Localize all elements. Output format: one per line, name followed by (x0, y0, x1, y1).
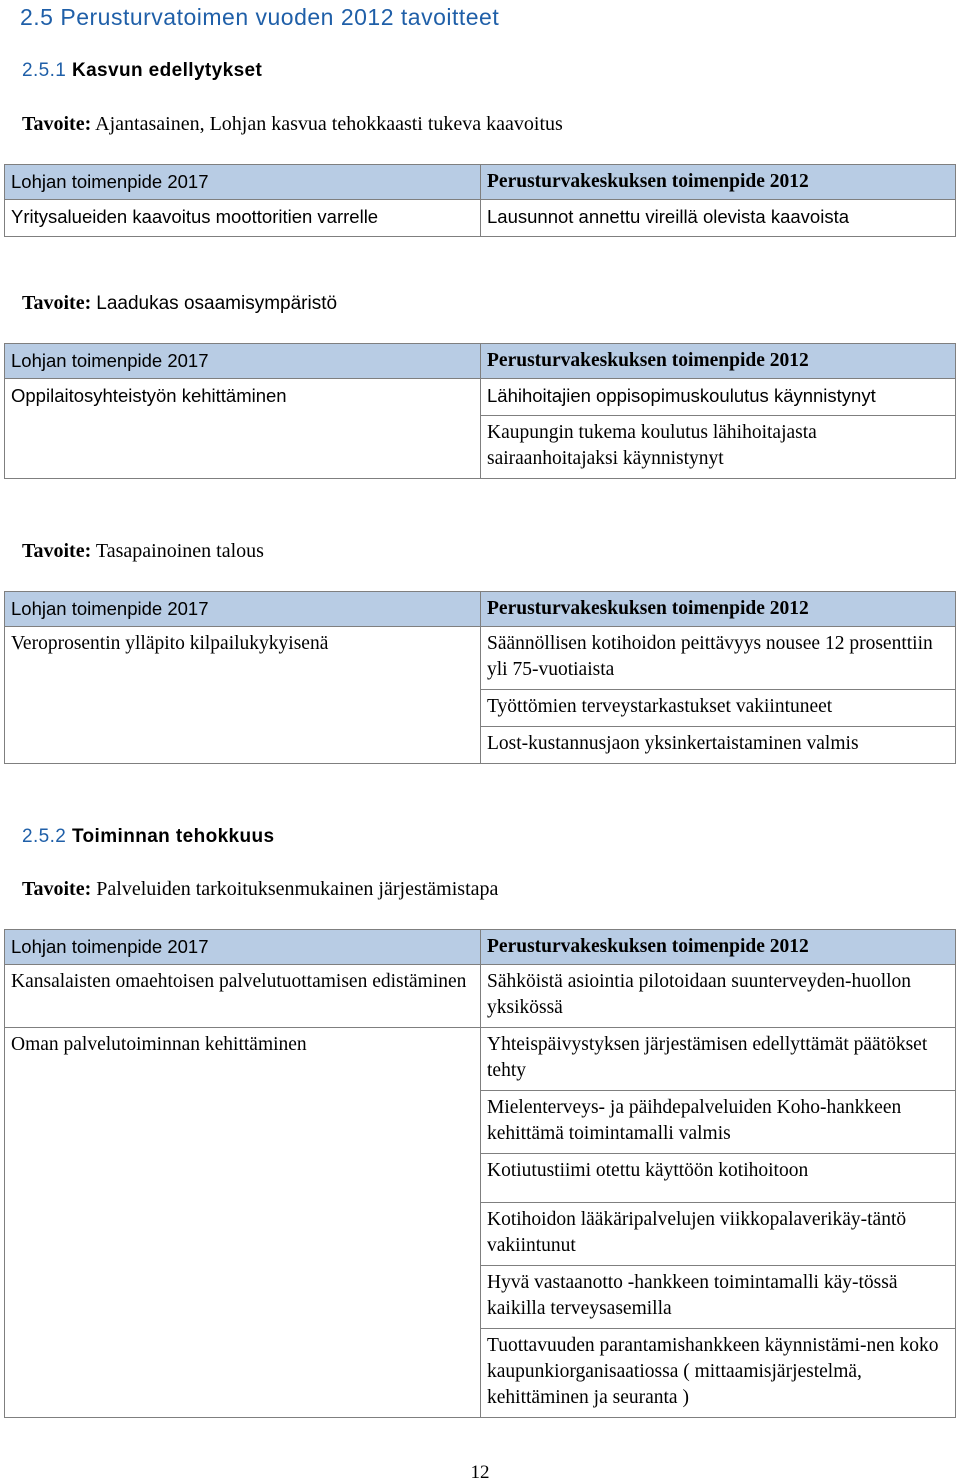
col-header-left: Lohjan toimenpide 2017 (5, 592, 481, 627)
col-header-right: Perusturvakeskuksen toimenpide 2012 (481, 165, 956, 200)
goal-title: Tasapainoinen talous (95, 540, 264, 562)
table-cell-left: Oppilaitosyhteistyön kehittäminen (5, 379, 481, 479)
table-cell-right: Mielenterveys- ja päihdepalveluiden Koho-hankkeen kehittämä toimintamalli valmis (481, 1091, 956, 1154)
goal-table (4, 591, 956, 764)
section-title: 2.5 Perusturvatoimen vuoden 2012 tavoitteet (20, 4, 500, 30)
col-header-right: Perusturvakeskuksen toimenpide 2012 (481, 344, 956, 379)
table-cell-left: Oman palvelutoiminnan kehittäminen (5, 1028, 481, 1418)
col-header-left: Lohjan toimenpide 2017 (5, 930, 481, 965)
col-header-left: Lohjan toimenpide 2017 (5, 165, 481, 200)
table-cell-right: Sähköistä asiointia pilotoidaan suunterveyden-huollon yksikössä (481, 965, 956, 1028)
subsection-heading-1 (22, 60, 262, 82)
goal-title: Laadukas osaamisympäristö (96, 293, 338, 314)
table-cell-right: Työttömien terveystarkastukset vakiintuneet (481, 690, 956, 727)
goal-heading: Tavoite: Laadukas osaamisympäristö (22, 292, 338, 314)
table-cell-right: Kotiutustiimi otettu käyttöön kotihoitoon (481, 1154, 956, 1203)
goal-heading: Tavoite: Ajantasainen, Lohjan kasvua tehokkaasti tukeva kaavoitus (22, 113, 563, 135)
subsection-title: Kasvun edellytykset (71, 60, 263, 81)
page-number: 12 (470, 1462, 490, 1483)
table-cell-right: Lausunnot annettu vireillä olevista kaavoista (481, 200, 956, 237)
col-header-right: Perusturvakeskuksen toimenpide 2012 (481, 930, 956, 965)
table-cell-right: Yhteispäivystyksen järjestämisen edellyttämät päätökset tehty (481, 1028, 956, 1091)
col-header-left: Lohjan toimenpide 2017 (5, 344, 481, 379)
goal-title: Palveluiden tarkoituksenmukainen järjestämistapa (96, 878, 499, 900)
table-cell-right: Hyvä vastaanotto -hankkeen toimintamalli käy-tössä kaikilla terveysasemilla (481, 1266, 956, 1329)
table-cell-right: Kaupungin tukema koulutus lähihoitajasta sairaanhoitajaksi käynnistynyt (481, 416, 956, 479)
subsection-number: 2.5.2 (22, 826, 67, 847)
table-cell-right: Tuottavuuden parantamishankkeen käynnistämi-nen koko kaupunkiorganisaatiossa ( mittaamisjärjestelmä, kehittäminen ja seuranta ) (481, 1329, 956, 1418)
subsection-heading-2 (22, 826, 275, 848)
table-cell-left: Kansalaisten omaehtoisen palvelutuottamisen edistäminen (5, 965, 481, 1028)
col-header-right: Perusturvakeskuksen toimenpide 2012 (481, 592, 956, 627)
goal-table (4, 929, 956, 1418)
table-cell-right: Lähihoitajien oppisopimuskoulutus käynnistynyt (481, 379, 956, 416)
goal-heading: Tavoite: Tasapainoinen talous (22, 540, 264, 562)
goal-table (4, 343, 956, 479)
goal-table (4, 164, 956, 237)
table-cell-left: Yritysalueiden kaavoitus moottoritien varrelle (5, 200, 481, 237)
subsection-number: 2.5.1 (22, 60, 67, 81)
table-cell-right: Lost-kustannusjaon yksinkertaistaminen valmis (481, 727, 956, 764)
goal-heading: Tavoite: Palveluiden tarkoituksenmukainen järjestämistapa (22, 878, 499, 900)
table-cell-left: Veroprosentin ylläpito kilpailukykyisenä (5, 627, 481, 764)
table-cell-right: Kotihoidon lääkäripalvelujen viikkopalaverikäy-täntö vakiintunut (481, 1203, 956, 1266)
table-cell-right: Säännöllisen kotihoidon peittävyys nousee 12 prosenttiin yli 75-vuotiaista (481, 627, 956, 690)
subsection-title: Toiminnan tehokkuus (71, 826, 275, 847)
goal-title: Ajantasainen, Lohjan kasvua tehokkaasti tukeva kaavoitus (95, 113, 563, 135)
